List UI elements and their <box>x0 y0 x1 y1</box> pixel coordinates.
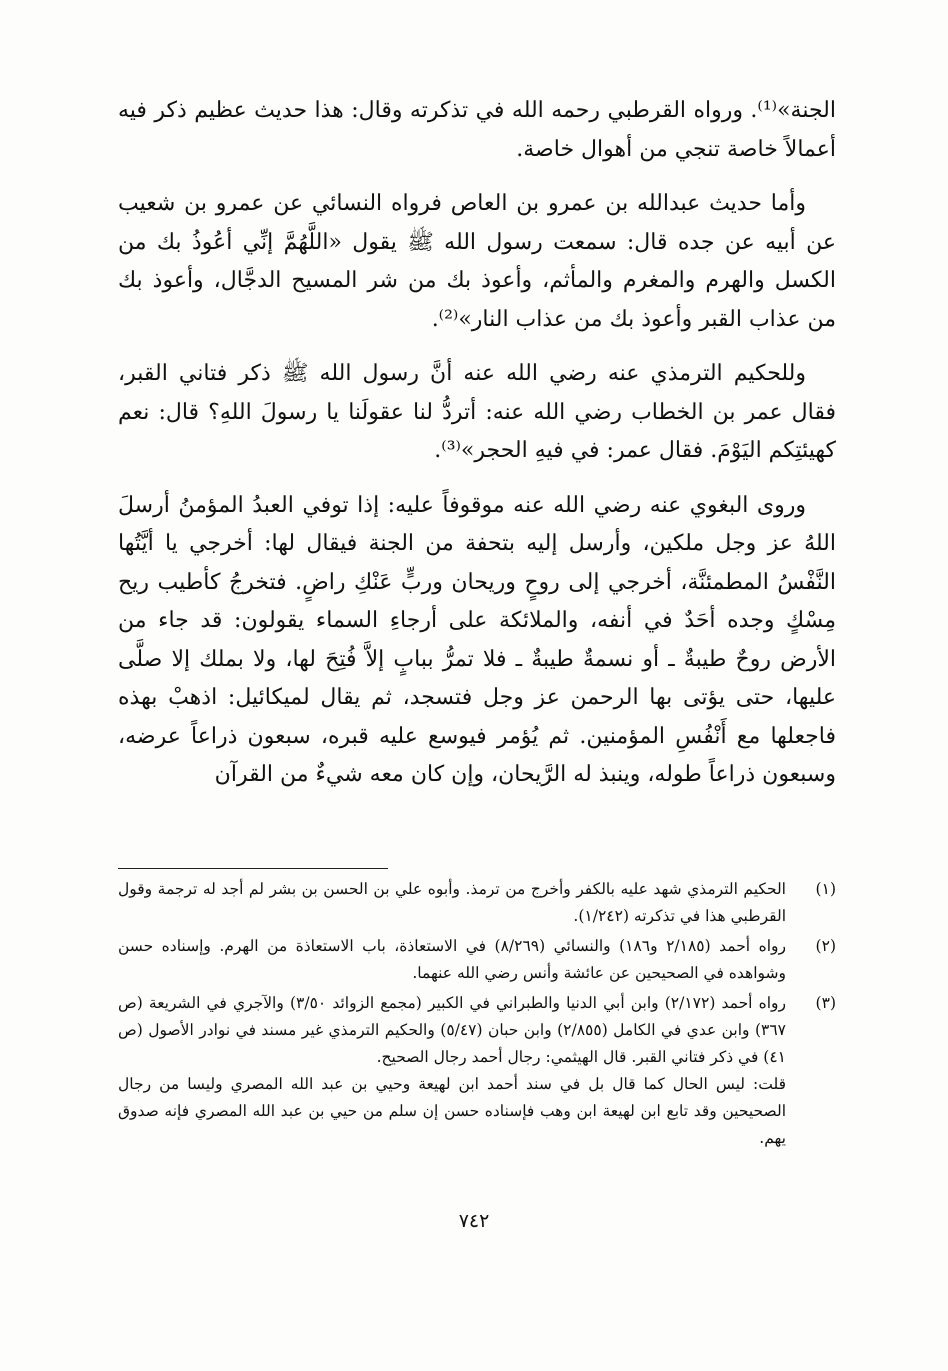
footnote-3 <box>118 990 836 1152</box>
footnote-number: (١) <box>815 880 836 898</box>
paragraph-3: وللحكيم الترمذي عنه رضي الله عنه أنَّ رسول الله ﷺ ذكر فتاني القبر، فقال عمر بن الخطاب رضي الله عنه: أتردُّ لنا عقولَنا يا رسولَ اللهِ؟ قال: نعم كهيئتِكم اليَوْمَ. فقال عمر: في فيهِ الحجر»⁽³⁾. <box>118 361 836 463</box>
footnote-separator <box>118 868 388 869</box>
footnote-text-note: قلت: ليس الحال كما قال بل في سند أحمد ابن لهيعة وحيي بن عبد الله المصري وليسا من رجال الصحيحين وقد تابع ابن لهيعة ابن وهب فإسناده حسن إن سلم من حيي بن عبد الله المصري فإنه صدوق يهم. <box>118 1075 786 1147</box>
footnote-number: (٢) <box>815 937 836 955</box>
page-number: ٧٤٢ <box>458 1210 490 1232</box>
footnote-2 <box>118 933 836 987</box>
paragraph-4: وروى البغوي عنه رضي الله عنه موقوفاً عليه: إذا توفي العبدُ المؤمنُ أرسلَ اللهُ عز وجل ملكين، وأرسل إليه بتحفة من الجنة فيقال لها: أخرجي يا أيَّتُها النَّفْسُ المطمئنَّة، أخرجي إلى روحٍ وريحان وربٍّ عَنْكِ راضٍ. فتخرجُ كأطيب ريح مِسْكٍ وجده أحَدٌ في أنفه، والملائكة على أرجاءِ السماء يقولون: قد جاء من الأرض روحٌ طيبةٌ ـ أو نسمةٌ طيبةٌ ـ فلا تمرُّ ببابٍ إلاَّ فُتِحَ لها، ولا بملك إلا صلَّى عليها، حتى يؤتى بها الرحمن عز وجل فتسجد، ثم يقال لميكائيل: اذهبْ بهذه فاجعلها مع أَنْفُسِ المؤمنين. ثم يُؤمر فيوسع عليه قبره، سبعون ذراعاً عرضه، وسبعون ذراعاً طوله، وينبذ له الرَّيحان، وإن كان معه شيءٌ من القرآن <box>118 492 836 787</box>
footnote-1 <box>118 876 836 930</box>
footnote-text: رواه أحمد (٢/١٧٢) وابن أبي الدنيا والطبراني في الكبير (مجمع الزوائد ٣/٥٠) والآجري في الشريعة (ص ٣٦٧) وابن عدي في الكامل (٢/٨٥٥) وابن حبان (٥/٤٧) والحكيم الترمذي غير مسند في نوادر الأصول (ص ٤١) في ذكر فتاني القبر. قال الهيثمي: رجال أحمد رجال الصحيح. <box>118 994 786 1066</box>
footnotes <box>118 876 836 1155</box>
footnote-text: رواه أحمد (٢/١٨٥ و١٨٦) والنسائي (٨/٢٦٩) في الاستعاذة، باب الاستعاذة من الهرم. وإسناده حسن وشواهده في الصحيحين عن عائشة وأنس رضي الله عنهما. <box>118 937 786 982</box>
book-page <box>118 92 836 811</box>
paragraph-2: وأما حديث عبدالله بن عمرو بن العاص فرواه النسائي عن عمرو بن شعيب عن أبيه عن جده قال: سمعت رسول الله ﷺ يقول «اللَّهُمَّ إنِّي أعُوذُ بك من الكسل والهرم والمغرم والمأثم، وأعوذ بك من شر المسيح الدجَّال، وأعوذ بك من عذاب القبر وأعوذ بك من عذاب النار»⁽²⁾. <box>118 191 836 332</box>
main-text <box>118 92 836 795</box>
footnote-number: (٣) <box>815 994 836 1012</box>
footnote-text: الحكيم الترمذي شهد عليه بالكفر وأخرج من ترمذ. وأبوه علي بن الحسن بن بشر لم أجد له ترجمة وقول القرطبي هذا في تذكرته (١/٢٤٢). <box>118 880 786 925</box>
paragraph-1: الجنة»⁽¹⁾. ورواه القرطبي رحمه الله في تذكرته وقال: هذا حديث عظيم ذكر فيه أعمالاً خاصة تنجي من أهوال خاصة. <box>118 98 836 162</box>
